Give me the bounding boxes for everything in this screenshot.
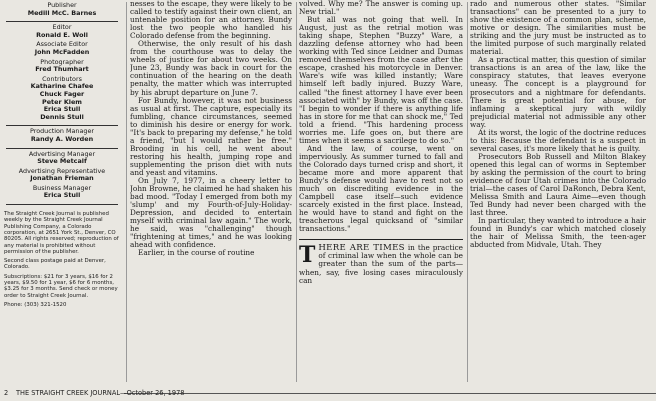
notice-paragraph: Phone: (303) 321-1520 bbox=[4, 301, 67, 308]
column-rule bbox=[126, 2, 127, 382]
masthead-rule bbox=[6, 21, 118, 22]
masthead-rule bbox=[6, 125, 118, 126]
article-column-2 bbox=[299, 0, 463, 385]
staff-name: Jonathan Frieman bbox=[30, 174, 94, 183]
publication-date-line: THE STRAIGHT CREEK JOURNAL—October 26, 1978 bbox=[16, 389, 185, 397]
paragraph-text: volved. Why me? The answer is coming up. New trial." bbox=[299, 0, 463, 17]
masthead-staff-group bbox=[0, 185, 124, 200]
staff-name: Fred Thumhart bbox=[35, 65, 89, 74]
masthead-staff-group bbox=[0, 2, 124, 17]
small-caps-lead: HERE ARE TIMES bbox=[318, 243, 405, 254]
paragraph-text: At its worst, the logic of the doctrine reduces to this: Because the defendant is a suspect in several cases, it's more likely that he is guilty. bbox=[470, 127, 646, 153]
staff-role: Business Manager bbox=[32, 183, 92, 192]
drop-cap: T bbox=[299, 242, 316, 269]
page-footer bbox=[0, 386, 656, 401]
staff-name: John McFadden bbox=[34, 47, 90, 56]
staff-role: Advertising Representative bbox=[18, 166, 106, 175]
paragraph-text: And the law, of course, went on imperviously. As summer turned to fall and the Colorado days turned crisp and short, it became more and more apparent that Bundy's defense would have to rest not so much on discrediting evidence in the Campbell case itself—such evidence scarcely existed in the first place. Instead, he would have to stand and fight on the treacherous legal quicksand of "similar transactions." bbox=[299, 143, 463, 234]
paragraph-text: nesses to the escape, they were likely to be called to testify against their own client, an untenable position for an attorney. Bundy lost the two people who handled his Colorado defense from the beginning. bbox=[130, 0, 292, 41]
masthead-staff-group bbox=[0, 168, 124, 183]
paragraph-text: But all was not going that well. In August, just as the retrial motion was taking shape, Stephen "Buzzy" Ware, a dazzling defense attorney who had been working with Ted since Leidner and Dumas removed themselves from the case after the escape, crashed his motorcycle in Denver. Ware's wife was killed instantly; Ware himself left badly injured. Buzzy Ware, called "the finest attorney I have ever been associated with" by Bundy, was off the case. "I begin to wonder if there is anything life has in store for me that can shock me," Ted told a friend. "This hardening process worries me. Life goes on, but there are times when it seems a sacrilege to do so." bbox=[299, 15, 463, 145]
paragraph-text: Prosecutors Bob Russell and Milton Blakey opened this legal can of worms in September by asking the permission of the court to bring evidence of four Utah crimes into the Colorado trial—the cases of Carol DaRonch, Debra Kent, Melissa Smith and Laura Aime—even though Ted Bundy had never been charged with the last three. bbox=[470, 151, 646, 218]
staff-role: Production Manager bbox=[29, 127, 95, 136]
paragraph-text: Earlier, in the course of routine bbox=[138, 248, 255, 258]
section-break-paragraph bbox=[299, 239, 463, 284]
staff-name: Peter Klem bbox=[42, 97, 82, 106]
column-rule bbox=[467, 2, 468, 382]
column-rule bbox=[296, 2, 297, 382]
publication-notice bbox=[4, 211, 120, 308]
masthead-staff-group bbox=[0, 59, 124, 74]
masthead-rule bbox=[6, 204, 118, 205]
staff-name: Steve Metcalf bbox=[37, 157, 87, 166]
staff-name: Medill McC. Barnes bbox=[27, 8, 97, 17]
notice-paragraph: The Straight Creek Journal is published weekly by the Straight Creek Journal Publishing Company, a Colorado corporation, at 2651 York St., Denver, CO 80205. All rights reserved; reproduction of any material is prohibited without permission of the publisher. bbox=[4, 211, 119, 255]
page-number: 2 bbox=[4, 389, 9, 397]
masthead-rule bbox=[6, 148, 118, 149]
staff-name: Erica Stull bbox=[43, 191, 81, 200]
paragraph-text: in the practice of criminal law when the whole can be greater than the sum of the parts—when, say, five losing cases miraculously can bbox=[299, 243, 463, 285]
notice-paragraph: Subscriptions: $21 for 3 years, $16 for 2 years, $9.50 for 1 year, $6 for 6 months, $3.25 for 3 months. Send check or money order to Straight Creek Journal. bbox=[4, 273, 118, 299]
paragraph-text: In particular, they wanted to introduce a hair found in Bundy's car which matched closely the hair of Melissa Smith, the teen-ager abducted from Midvale, Utah. They bbox=[470, 216, 646, 250]
masthead-staff-group bbox=[0, 76, 124, 122]
masthead-staff-group bbox=[0, 128, 124, 143]
staff-role: Associate Editor bbox=[36, 40, 88, 49]
staff-name: Erica Stull bbox=[43, 105, 81, 114]
staff-name: Ronald E. Woll bbox=[36, 30, 88, 39]
paragraph-text: For Bundy, however, it was not business as usual at first. The capture, especially its fumbling, chance circumstances, seemed to diminish his desire or energy for work. "It's back to preparing my defense," he told a friend, "but I would rather be free." Brooding in his cell, he went about restoring his health, jumping rope and supplementing the prison diet with nuts and yeast and vitamins. bbox=[130, 95, 292, 177]
notice-paragraph: Second class postage paid at Denver, Colorado. bbox=[4, 258, 106, 271]
staff-role: Publisher bbox=[47, 1, 77, 9]
paragraph-text: Otherwise, the only result of his dash from the courthouse was to delay the wheels of justice for about two weeks. On June 23, Bundy was back in court for the continuation of the hearing on the death penalty, the matter which was interrupted by his abrupt departure on June 7. bbox=[130, 39, 292, 97]
paragraph-text: rado and numerous other states. "Similar transactions" can be presented to a jury to show the existence of a common plan, scheme, motive or design. The similarities must be striking and the jury must be instructed as to the limited purpose of such marginally related material. bbox=[470, 0, 646, 57]
staff-name: Katharine Chafee bbox=[30, 82, 94, 91]
masthead-staff-group bbox=[0, 24, 124, 39]
staff-role: Contributors bbox=[42, 74, 82, 83]
staff-role: Advertising Manager bbox=[28, 149, 96, 158]
masthead-staff-group bbox=[0, 151, 124, 166]
staff-role: Photographer bbox=[40, 57, 84, 66]
masthead bbox=[0, 0, 124, 385]
paragraph-text: As a practical matter, this question of similar transactions is an area of the law, like the conspiracy statutes, that leaves everyone uneasy. The concept is a playground for prosecutors and a nightmare for defendants. There is great potential for abuse, for inflaming a skeptical jury with wildly prejudicial material not admissible any other way. bbox=[470, 55, 646, 129]
article-column-3 bbox=[470, 0, 646, 385]
staff-name: Randy A. Worden bbox=[30, 134, 94, 143]
staff-name: Chuck Fager bbox=[39, 89, 85, 98]
staff-role: Editor bbox=[52, 23, 72, 32]
paragraph-text: On July 7, 1977, in a cheery letter to John Browne, he claimed he had shaken his bad mood. "Today I emerged from both my 'slump' and my Fourth-of-July-Holiday-Depression, and decided to entertain myself with criminal law again." The work, he said, was "challenging" though "frightening at times," and he was looking ahead with confidence. bbox=[130, 176, 292, 250]
staff-name: Dennis Stull bbox=[40, 112, 84, 121]
article-column-1 bbox=[130, 0, 292, 385]
masthead-staff-group bbox=[0, 41, 124, 56]
